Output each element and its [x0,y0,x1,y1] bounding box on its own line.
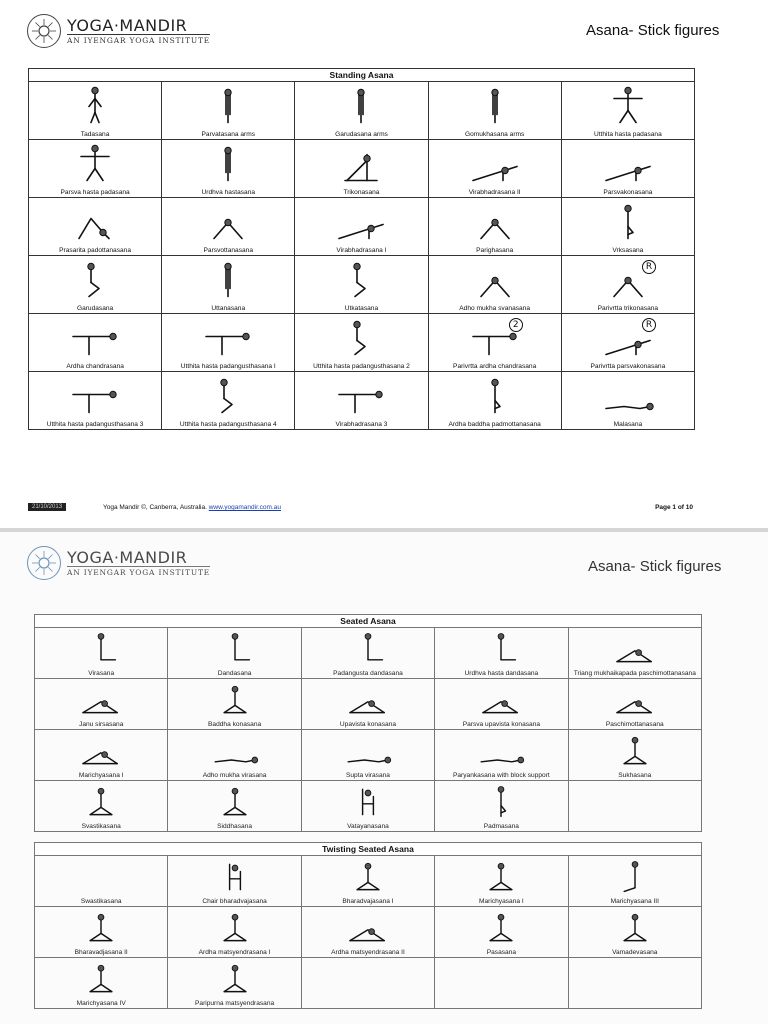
asana-name: Utthita hasta padangusthasana 2 [313,362,410,370]
asana-cell [568,856,701,907]
asana-name: Marichyasana I [78,771,124,779]
stick-figure-icon [207,961,263,997]
stick-figure-icon [340,859,396,895]
stick-figure-icon [207,784,263,820]
stick-figure-icon [600,143,656,186]
asana-name: Ardha matsyendrasana I [198,948,271,956]
stick-figure-icon [333,317,389,360]
stick-figure-icon [600,375,656,418]
stick-figure-icon [73,682,129,718]
stick-figure-icon [207,733,263,769]
stick-figure-icon [200,143,256,186]
asana-name: Padmasana [483,822,519,830]
stick-figure-icon [73,733,129,769]
asana-name: Vatayanasana [347,822,389,830]
asana-name: Urdhva hasta dandasana [464,669,539,677]
stick-figure-icon [600,201,656,244]
stick-figure-icon [67,259,123,302]
stick-figure-icon [467,375,523,418]
asana-cell [29,372,162,430]
asana-cell [561,198,694,256]
asana-cell [568,781,701,832]
asana-cell [35,958,168,1009]
stick-figure-icon [473,910,529,946]
asana-cell [568,907,701,958]
stick-figure-icon [600,85,656,128]
stick-figure-icon [607,859,663,895]
stick-figure-icon [67,317,123,360]
stick-figure-icon [473,859,529,895]
stick-figure-icon [473,784,529,820]
page-two [0,532,768,1024]
asana-cell [301,628,434,679]
asana-name: Bharavadjasana II [74,948,128,956]
stick-figure-icon [340,784,396,820]
yoga-mandir-logo [27,546,210,580]
stick-figure-icon [67,375,123,418]
seated-asana-table [34,614,702,832]
stick-figure-icon [333,375,389,418]
asana-name: Parivrtta parsvakonasana [590,362,666,370]
asana-name: Parvatasana arms [201,130,256,138]
asana-cell [35,628,168,679]
asana-cell [29,82,162,140]
stick-figure-icon [207,631,263,667]
standing-asana-table [28,68,695,430]
asana-name: Ardha matsyendrasana II [331,948,405,956]
asana-cell [435,679,568,730]
asana-name: Virasana [88,669,115,677]
asana-name: Parsvottanasana [203,246,254,254]
stick-figure-icon [200,201,256,244]
asana-cell [35,730,168,781]
asana-name: Parivrtta trikonasana [597,304,659,312]
table-heading: Seated Asana [35,615,702,628]
table-row [35,958,702,1009]
footer-date: 21/10/2013 [28,503,66,511]
asana-cell [301,907,434,958]
asana-cell [568,958,701,1009]
asana-cell [301,781,434,832]
table-row [29,256,695,314]
table-row [35,856,702,907]
asana-name: Siddhasana [217,822,252,830]
asana-name: Sukhasana [618,771,652,779]
stick-figure-icon [67,85,123,128]
asana-cell [561,82,694,140]
logo-subtitle: AN IYENGAR YOGA INSTITUTE [67,36,211,45]
twisting-seated-asana-table [34,842,702,1009]
asana-cell [301,958,434,1009]
asana-cell [561,140,694,198]
asana-cell [568,730,701,781]
asana-name: Trikonasana [343,188,380,196]
stick-figure-icon [333,143,389,186]
stick-figure-icon [607,631,663,667]
asana-name: Garudasana arms [335,130,388,138]
asana-cell [162,314,295,372]
asana-name: Pasasana [486,948,517,956]
asana-cell [168,781,301,832]
asana-cell [435,628,568,679]
asana-name: Parighasana [476,246,514,254]
table-heading: Twisting Seated Asana [35,843,702,856]
asana-cell [435,907,568,958]
stick-figure-icon [333,259,389,302]
asana-name: Uttanasana [211,304,246,312]
stick-figure-icon [607,682,663,718]
stick-figure-icon [200,85,256,128]
table-row [35,781,702,832]
asana-name: Utthita hasta padasana [593,130,662,138]
stick-figure-icon [333,85,389,128]
asana-name: Parsva hasta padasana [60,188,130,196]
asana-cell [162,256,295,314]
asana-cell [568,628,701,679]
asana-name: Ardha baddha padmottanasana [448,420,541,428]
asana-name: Virabhadrasana II [468,188,521,196]
asana-name: Vamadevasana [612,948,658,956]
stick-figure-icon [607,910,663,946]
asana-cell [35,907,168,958]
asana-cell [435,781,568,832]
stick-figure-icon [473,682,529,718]
stick-figure-icon [207,910,263,946]
circled-mark-icon: R [642,260,656,274]
stick-figure-icon [207,859,263,895]
stick-figure-icon [73,784,129,820]
asana-name: Garudasana [76,304,114,312]
stick-figure-icon [200,317,256,360]
asana-cell [29,256,162,314]
asana-name: Gomukhasana arms [464,130,525,138]
asana-cell [168,907,301,958]
asana-cell [295,256,428,314]
page-title: Asana- Stick figures [588,558,722,575]
chakra-emblem-icon [27,546,61,580]
asana-cell [435,856,568,907]
asana-cell [295,198,428,256]
asana-name: Marichyasana I [479,897,524,905]
table-row [29,82,695,140]
page-title: Asana- Stick figures [586,22,720,39]
asana-cell [428,198,561,256]
asana-name: Baddha konasana [208,720,262,728]
asana-cell [162,198,295,256]
asana-name: Bharadvajasana I [342,897,394,905]
stick-figure-icon [73,910,129,946]
stick-figure-icon [467,201,523,244]
asana-cell [168,679,301,730]
stick-figure-icon [340,733,396,769]
asana-name: Malasana [613,420,643,428]
asana-name: Parsvakonasana [603,188,653,196]
table-row [35,628,702,679]
asana-cell [428,256,561,314]
asana-cell [428,372,561,430]
asana-cell [168,628,301,679]
table-row [35,679,702,730]
asana-cell [295,372,428,430]
asana-cell [561,372,694,430]
chakra-emblem-icon [27,14,61,48]
stick-figure-icon [207,682,263,718]
asana-cell [35,781,168,832]
stick-figure-icon [467,259,523,302]
asana-name: Chair bharadvajasana [202,897,267,905]
asana-cell [301,730,434,781]
logo-name: YOGA·MANDIR [67,16,188,35]
asana-name: Janu sirsasana [79,720,124,728]
stick-figure-icon [67,201,123,244]
asana-name: Paryankasana with block support [452,771,550,779]
circled-mark-icon: R [642,318,656,332]
asana-name: Parsva upavista konasana [462,720,541,728]
asana-cell [561,314,694,372]
asana-name: Adho mukha svanasana [459,304,531,312]
stick-figure-icon [73,961,129,997]
stick-figure-icon [473,631,529,667]
logo-subtitle: AN IYENGAR YOGA INSTITUTE [67,568,211,577]
asana-name: Dandasana [217,669,252,677]
website-link[interactable]: www.yogamandir.com.au [208,504,281,511]
table-row [29,314,695,372]
logo-name: YOGA·MANDIR [67,548,188,567]
asana-name: Upavista konasana [339,720,397,728]
asana-cell [162,140,295,198]
asana-cell [295,82,428,140]
table-row [29,372,695,430]
stick-figure-icon [607,733,663,769]
asana-name: Paripurna matsyendrasana [195,999,275,1007]
stick-figure-icon [67,143,123,186]
asana-cell [428,314,561,372]
asana-cell [168,958,301,1009]
table-row [35,730,702,781]
stick-figure-icon [333,201,389,244]
asana-name: Virabhadrasana I [336,246,387,254]
table-row [29,140,695,198]
asana-name: Utthita hasta padangusthasana 4 [179,420,277,428]
stick-figure-icon [340,631,396,667]
asana-cell [168,730,301,781]
asana-name: Marichyasana IV [76,999,126,1007]
stick-figure-icon [473,733,529,769]
asana-cell [168,856,301,907]
table-row [29,198,695,256]
asana-cell [162,82,295,140]
yoga-mandir-logo [27,14,210,48]
asana-cell [29,140,162,198]
stick-figure-icon [340,910,396,946]
asana-cell [301,679,434,730]
asana-cell [561,256,694,314]
asana-cell [428,140,561,198]
asana-name: Padangusta dandasana [333,669,403,677]
asana-name: Vrksasana [612,246,644,254]
page-footer [28,503,693,515]
asana-name: Urdhva hastasana [201,188,256,196]
asana-name: Tadasana [80,130,110,138]
stick-figure-icon [200,375,256,418]
asana-name: Paschimottanasana [605,720,664,728]
asana-cell [295,140,428,198]
table-heading: Standing Asana [29,69,695,82]
asana-name: Ardha chandrasana [66,362,124,370]
asana-name: Triang mukhaikapada paschimottanasana [573,669,696,677]
asana-cell [301,856,434,907]
asana-cell [35,856,168,907]
asana-cell [435,730,568,781]
stick-figure-icon [467,85,523,128]
asana-name: Adho mukha virasana [202,771,267,779]
asana-cell [568,679,701,730]
asana-name: Svastikasana [81,822,121,830]
stick-figure-icon [340,682,396,718]
asana-cell [295,314,428,372]
asana-cell [29,314,162,372]
asana-name: Virabhadrasana 3 [335,420,388,428]
stick-figure-icon [200,259,256,302]
asana-name: Parivrtta ardha chandrasana [453,362,537,370]
asana-name: Supta virasana [345,771,390,779]
asana-name: Prasarita padottanasana [59,246,132,254]
asana-name: Marichyasana III [610,897,659,905]
asana-cell [435,958,568,1009]
asana-cell [428,82,561,140]
stick-figure-icon [73,631,129,667]
asana-cell [35,679,168,730]
circled-mark-icon: 2 [509,318,523,332]
table-row [35,907,702,958]
copyright-text: Yoga Mandir ©, Canberra, Australia. [103,504,207,511]
asana-cell [162,372,295,430]
asana-name: Swastikasana [80,897,122,905]
asana-name: Utthita hasta padangusthasana 3 [46,420,144,428]
asana-name: Utkatasana [344,304,379,312]
asana-cell [29,198,162,256]
page-number: Page 1 of 10 [655,504,693,511]
footer-copyright [103,504,281,511]
stick-figure-icon [467,143,523,186]
asana-name: Utthita hasta padangusthasana I [180,362,276,370]
